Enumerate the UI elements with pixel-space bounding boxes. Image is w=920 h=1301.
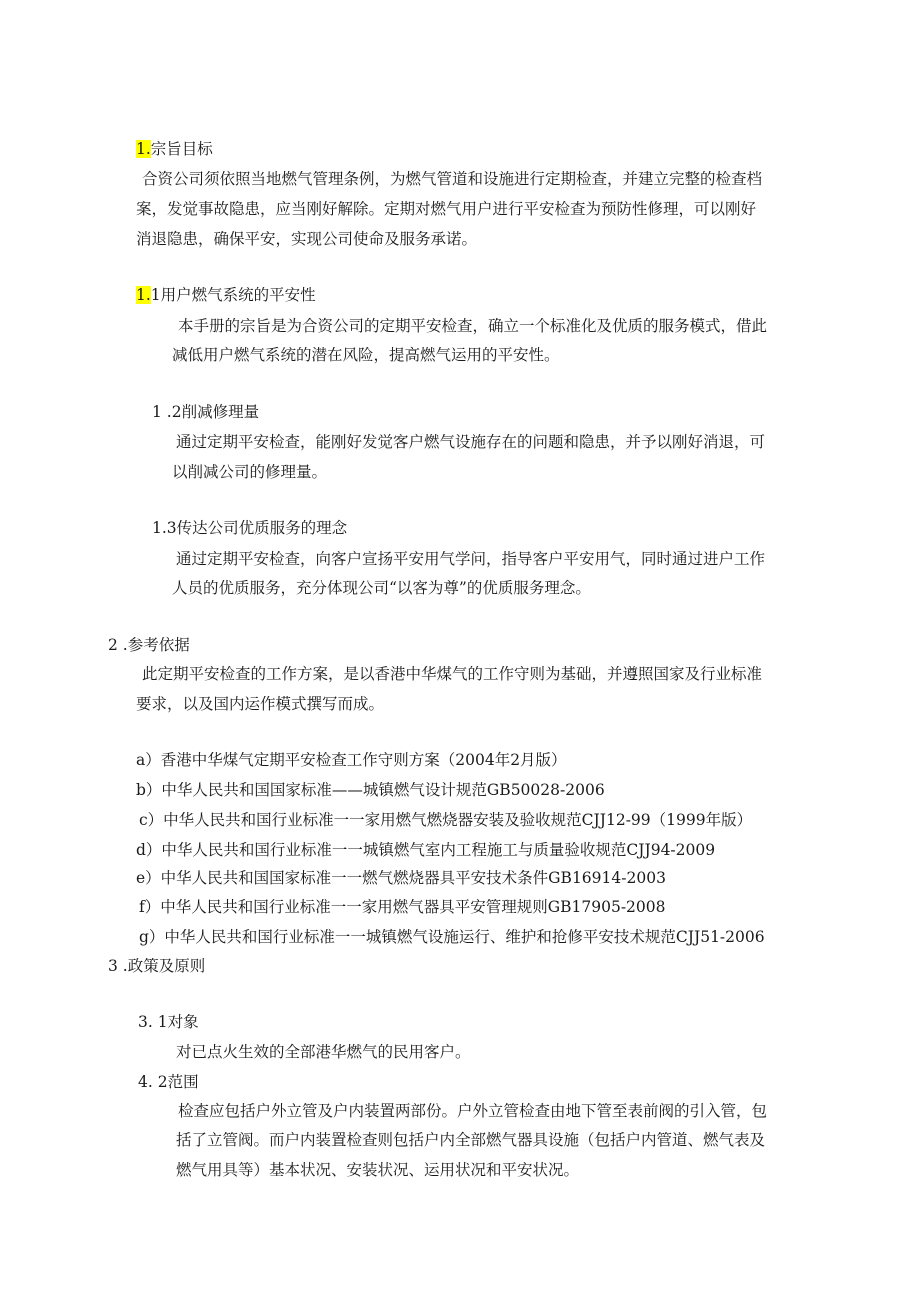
section-1-1-number: 1.: [136, 286, 151, 304]
section-3-2-para-line: 检查应包括户外立管及户内装置两部份。户外立管检查由地下管至表前阀的引入管，包: [178, 1102, 768, 1120]
section-1-3-para-line: 人员的优质服务，充分体现公司“以客为尊”的优质服务理念。: [172, 579, 591, 597]
section-1-para-line: 合资公司须依照当地燃气管理条例，为燃气管道和设施进行定期检查，并建立完整的检查档: [142, 170, 763, 188]
section-1-3-para-line: 通过定期平安检查，向客户宣扬平安用气学问，指导客户平安用气，同时通过进户工作: [176, 550, 766, 568]
section-1-1-para-line: 本手册的宗旨是为合资公司的定期平安检查，确立一个标准化及优质的服务模式，借此: [178, 317, 768, 335]
section-1-2-heading: 1 .2削减修理量: [152, 403, 260, 421]
reference-item: c）中华人民共和国行业标准一一家用燃气燃烧器安装及验收规范CJJ12-99（1999年版）: [139, 811, 753, 829]
section-1-1-para-line: 减低用户燃气系统的潜在风险，提高燃气运用的平安性。: [172, 346, 560, 364]
section-3-1-para-line: 对已点火生效的全部港华燃气的民用客户。: [176, 1043, 471, 1061]
reference-item: a）香港中华煤气定期平安检查工作守则方案（2004年2月版）: [136, 751, 567, 769]
section-3-heading: 3 .政策及原则: [108, 957, 206, 975]
reference-item: f）中华人民共和国行业标准一一家用燃气器具平安管理规则GB17905-2008: [139, 898, 666, 916]
reference-item: e）中华人民共和国国家标准一一燃气燃烧器具平安技术条件GB16914-2003: [136, 869, 666, 887]
section-1-para-line: 案，发觉事故隐患，应当刚好解除。定期对燃气用户进行平安检查为预防性修理，可以刚好: [136, 200, 757, 218]
section-3-2-para-line: 燃气用具等）基本状况、安装状况、运用状况和平安状况。: [176, 1161, 580, 1179]
section-2-para-line: 此定期平安检查的工作方案，是以香港中华煤气的工作守则为基础，并遵照国家及行业标准: [142, 665, 763, 683]
section-1-para-line: 消退隐患，确保平安，实现公司使命及服务承诺。: [136, 230, 478, 248]
section-1-heading: [136, 138, 213, 160]
section-1-3-heading: 1.3传达公司优质服务的理念: [152, 519, 348, 537]
reference-item: b）中华人民共和国国家标准——城镇燃气设计规范GB50028-2006: [136, 781, 605, 799]
section-3-1-heading: 3. 1对象: [138, 1013, 199, 1031]
reference-item: g）中华人民共和国行业标准一一城镇燃气设施运行、维护和抢修平安技术规范CJJ51-2006: [139, 928, 765, 946]
section-3-2-para-line: 括了立管阀。而户内装置检查则包括户内全部燃气器具设施（包括户内管道、燃气表及: [176, 1131, 766, 1149]
reference-item: d）中华人民共和国行业标准一一城镇燃气室内工程施工与质量验收规范CJJ94-2009: [136, 841, 716, 859]
section-1-2-para-line: 以削减公司的修理量。: [172, 463, 328, 481]
section-1-2-para-line: 通过定期平安检查，能刚好发觉客户燃气设施存在的问题和隐患，并予以刚好消退，可: [176, 433, 766, 451]
section-2-heading: 2 .参考依据: [108, 636, 190, 654]
section-1-number: 1.: [136, 140, 151, 158]
section-1-1-title: 1用户燃气系统的平安性: [150, 286, 316, 304]
section-3-2-heading: 4. 2范围: [138, 1073, 199, 1091]
section-1-1-heading: [136, 284, 316, 306]
section-1-title: 宗旨目标: [150, 140, 213, 158]
section-2-para-line: 要求，以及国内运作模式撰写而成。: [136, 695, 385, 713]
